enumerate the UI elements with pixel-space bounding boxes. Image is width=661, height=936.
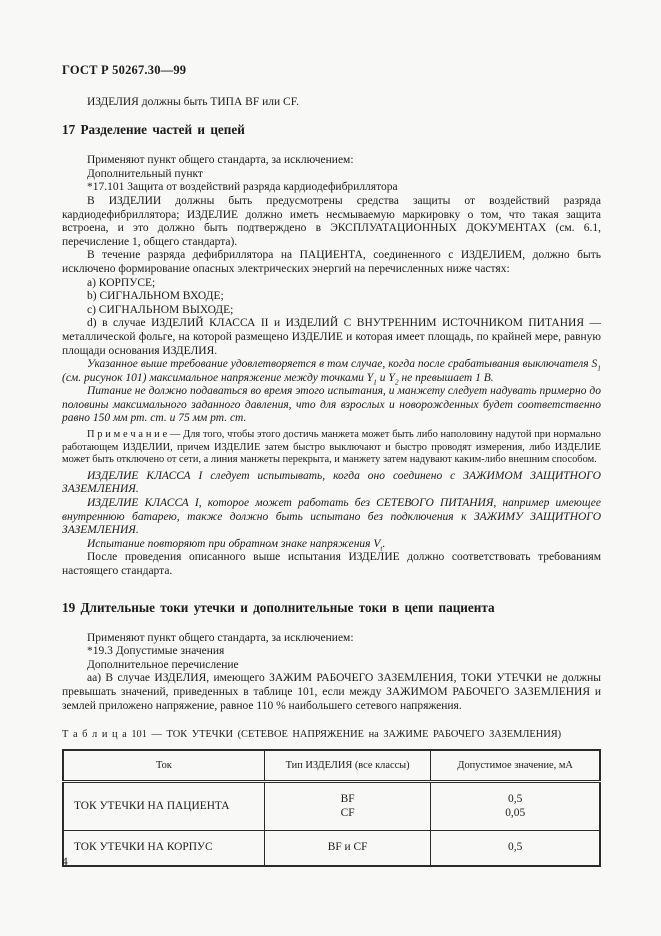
paragraph: аа) В случае ИЗДЕЛИЯ, имеющего ЗАЖИМ РАБОЧЕГО ЗАЗЕМЛЕНИЯ, ТОКИ УТЕЧКИ не должны превышать значений, приведенных в таблице 101, если между ЗАЖИМОМ РАБОЧЕГО ЗАЗЕМЛЕНИЯ и землей приложено напряжение, равное 110 % наибольшего сетевого напряжения. xyxy=(62,672,601,712)
leakage-table-body xyxy=(63,782,600,866)
section-19 xyxy=(62,600,601,714)
paragraph: В ИЗДЕЛИИ должны быть предусмотрены средства защиты от воздействий разряда кардиодефибриллятора; ИЗДЕЛИЕ должно иметь несмываемую маркировку о том, что такая защита встроена, и это должно быть подтверждено в ЭКСПЛУАТАЦИОННЫХ ДОКУМЕНТАХ (см. 6.1, перечисление 1, общего стандарта). xyxy=(62,194,601,248)
cell-current: ТОК УТЕЧКИ НА КОРПУС xyxy=(63,831,264,866)
paragraph: В течение разряда дефибриллятора на ПАЦИЕНТА, соединенного с ИЗДЕЛИЕМ, должно быть исключено формирование опасных электрических энергий на перечисленных ниже частях: xyxy=(62,249,601,275)
paragraph: Испытание повторяют при обратном знаке напряжения $V_t$. xyxy=(87,537,386,553)
paragraph: Питание не должно подаваться во время этого испытания, и манжету следует надувать примерно до половины максимального заданного давления, что для взрослых и новорожденных будет соответственно равно 150 мм рт. ст. и 75 мм рт. ст. xyxy=(62,385,601,425)
paragraph: ИЗДЕЛИЕ КЛАССА I следует испытывать, когда оно соединено с ЗАЖИМОМ ЗАЩИТНОГО ЗАЗЕМЛЕНИЯ. xyxy=(62,469,601,496)
section-17-body xyxy=(62,154,601,578)
paragraph: d) в случае ИЗДЕЛИЙ КЛАССА II и ИЗДЕЛИЙ С ВНУТРЕННИМ ИСТОЧНИКОМ ПИТАНИЯ — металлической фольге, на которой размещено ИЗДЕЛИЕ и которая имеет площадь, по крайней мере, равную площади основания ИЗДЕЛИЯ. xyxy=(62,317,601,357)
cell-value: 0,5 xyxy=(431,831,600,866)
paragraph: *17.101 Защита от воздействий разряда кардиодефибриллятора xyxy=(87,181,398,194)
table-header-row xyxy=(63,750,600,782)
paragraph: c) СИГНАЛЬНОМ ВЫХОДЕ; xyxy=(87,303,234,316)
section-19-heading: 19 Длительные токи утечки и дополнительные токи в цепи пациента xyxy=(62,599,495,615)
cell-type: BF CF xyxy=(264,782,430,831)
leakage-table xyxy=(62,749,601,867)
paragraph: b) СИГНАЛЬНОМ ВХОДЕ; xyxy=(87,290,224,303)
col-header-type: Тип ИЗДЕЛИЯ (все классы) xyxy=(264,750,430,782)
doc-number: ГОСТ Р 50267.30—99 xyxy=(62,63,187,77)
paragraph: После проведения описанного выше испытания ИЗДЕЛИЕ должно соответствовать требованиям настоящего стандарта. xyxy=(62,551,601,577)
section-19-body xyxy=(62,632,601,714)
col-header-value: Допустимое значение, мА xyxy=(431,750,600,782)
table-row xyxy=(63,782,600,831)
section-17 xyxy=(62,122,601,578)
page-number: 4 xyxy=(62,856,68,869)
paragraph: Применяют пункт общего стандарта, за исключением: xyxy=(87,154,354,167)
cell-type: BF и CF xyxy=(264,831,430,866)
paragraph: П р и м е ч а н и е — Для того, чтобы этого достичь манжета может быть либо наполовину надутой при нормально работающем ИЗДЕЛИИ, причем ИЗДЕЛИЕ затем быстро выключают и быстро проводят измерения, либо ИЗДЕЛИЕ может быть отключено от сети, а линия манжеты перекрыта, и манжету затем надувают каким-либо внешним способом. xyxy=(62,429,601,466)
paragraph: Применяют пункт общего стандарта, за исключением: xyxy=(87,631,354,644)
paragraph: *19.3 Допустимые значения xyxy=(87,645,225,658)
paragraph: ИЗДЕЛИЕ КЛАССА I, которое может работать без СЕТЕВОГО ПИТАНИЯ, например имеющее внутреннюю батарею, также должно быть испытано без подключения к ЗАЖИМУ ЗАЩИТНОГО ЗАЗЕМЛЕНИЯ. xyxy=(62,497,601,537)
table-row xyxy=(63,831,600,866)
paragraph: Дополнительный пункт xyxy=(87,167,203,180)
paragraph: a) КОРПУСЕ; xyxy=(87,276,156,289)
paragraph: Указанное выше требование удовлетворяется в том случае, когда после срабатывания выключателя $S_1$ (см. рисунок 101) максимальное напряжение между точками $Y_1$ и $Y_2$ не превышает 1 В. xyxy=(62,358,601,386)
col-header-current: Ток xyxy=(63,750,264,782)
cell-current: ТОК УТЕЧКИ НА ПАЦИЕНТА xyxy=(63,782,264,831)
paragraph: Дополнительное перечисление xyxy=(87,658,239,671)
intro-paragraph: ИЗДЕЛИЯ должны быть ТИПА BF или CF. xyxy=(87,95,300,108)
cell-value: 0,5 0,05 xyxy=(431,782,600,831)
section-17-heading: 17 Разделение частей и цепей xyxy=(62,122,245,138)
table-caption: Т а б л и ц а 101 — ТОК УТЕЧКИ (СЕТЕВОЕ НАПРЯЖЕНИЕ на ЗАЖИМЕ РАБОЧЕГО ЗАЗЕМЛЕНИЯ) xyxy=(62,729,562,741)
